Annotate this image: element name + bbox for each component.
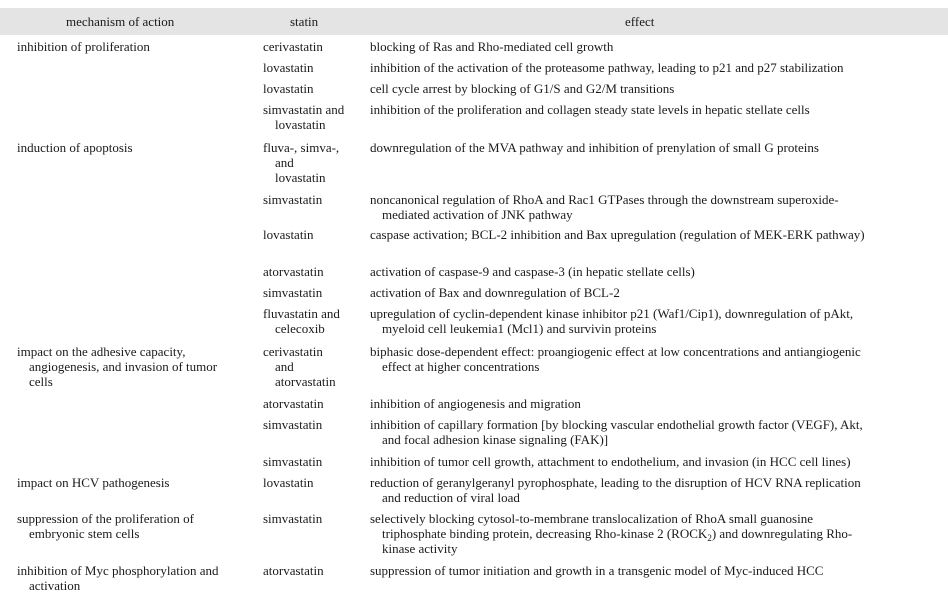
cell-line: inhibition of proliferation: [17, 39, 150, 54]
effect-cell: [370, 192, 940, 222]
cell-line: biphasic dose-dependent effect: proangiogenic effect at low concentrations and antiangiogenic: [370, 344, 861, 359]
cell-line: selectively blocking cytosol-to-membrane translocalization of RhoA small guanosine: [370, 511, 813, 526]
cell-line: suppression of tumor initiation and growth in a transgenic model of Myc-induced HCC: [370, 563, 824, 578]
cell-line: myeloid cell leukemia1 (Mcl1) and survivin proteins: [382, 321, 657, 336]
statin-cell: [263, 81, 361, 96]
cell-line: activation of caspase-9 and caspase-3 (in hepatic stellate cells): [370, 264, 695, 279]
cell-line: reduction of geranylgeranyl pyrophosphate, leading to the disruption of HCV RNA replication: [370, 475, 861, 490]
cell-line: cell cycle arrest by blocking of G1/S and G2/M transitions: [370, 81, 675, 96]
cell-line: inhibition of capillary formation [by blocking vascular endothelial growth factor (VEGF), Akt,: [370, 417, 863, 432]
cell-line: angiogenesis, and invasion of tumor: [29, 359, 218, 374]
cell-line: suppression of the proliferation of: [17, 511, 194, 526]
cell-line: simvastatin: [263, 192, 323, 207]
cell-line: and focal adhesion kinase signaling (FAK)]: [382, 432, 609, 447]
statin-cell: [263, 192, 361, 207]
cell-line: simvastatin: [263, 454, 323, 469]
cell-line: and: [275, 359, 294, 374]
cell-line: and: [275, 155, 294, 170]
cell-line: effect at higher concentrations: [382, 359, 540, 374]
cell-line: lovastatin: [275, 170, 326, 185]
cell-line: atorvastatin: [263, 264, 324, 279]
cell-line: cells: [29, 374, 53, 389]
cell-line: embryonic stem cells: [29, 526, 140, 541]
cell-line: simvastatin: [263, 417, 323, 432]
effect-cell: [370, 454, 940, 469]
statin-cell: [263, 264, 361, 279]
cell-line: lovastatin: [263, 475, 314, 490]
statin-cell: [263, 454, 361, 469]
cell-line: caspase activation; BCL-2 inhibition and Bax upregulation (regulation of MEK-ERK pathway): [370, 227, 865, 242]
cell-line: fluva-, simva-,: [263, 140, 340, 155]
cell-line: upregulation of cyclin-dependent kinase inhibitor p21 (Waf1/Cip1), downregulation of pAkt,: [370, 306, 854, 321]
effect-cell: [370, 417, 940, 447]
mechanism-cell: [17, 563, 255, 593]
mechanism-cell: [17, 140, 255, 155]
statin-cell: [263, 39, 361, 54]
cell-line: impact on HCV pathogenesis: [17, 475, 170, 490]
cell-line: lovastatin: [275, 117, 326, 132]
cell-line: lovastatin: [263, 81, 314, 96]
effect-cell: [370, 81, 940, 96]
cell-line: atorvastatin: [263, 396, 324, 411]
header-mechanism: mechanism of action: [66, 14, 175, 29]
cell-line: inhibition of the activation of the proteasome pathway, leading to p21 and p27 stabilization: [370, 60, 844, 75]
statin-cell: [263, 396, 361, 411]
cell-line: blocking of Ras and Rho-mediated cell growth: [370, 39, 614, 54]
statin-cell: [263, 285, 361, 300]
mechanism-cell: [17, 39, 255, 54]
effect-cell: [370, 475, 940, 505]
cell-line: inhibition of tumor cell growth, attachment to endothelium, and invasion (in HCC cell lines): [370, 454, 851, 469]
header-statin: statin: [290, 14, 319, 29]
effect-cell: [370, 39, 940, 54]
cell-line: impact on the adhesive capacity,: [17, 344, 186, 359]
cell-line: mediated activation of JNK pathway: [382, 207, 573, 222]
cell-line: simvastatin: [263, 511, 323, 526]
cell-line: triphosphate binding protein, decreasing Rho-kinase 2 $(ROCK_2)$ and downregulating Rho-: [382, 526, 853, 543]
cell-line: kinase activity: [382, 541, 458, 556]
cell-line: celecoxib: [275, 321, 325, 336]
cell-line: activation: [29, 578, 81, 593]
effect-cell: [370, 102, 940, 117]
cell-line: inhibition of Myc phosphorylation and: [17, 563, 219, 578]
cell-line: atorvastatin: [263, 563, 324, 578]
cell-line: cerivastatin: [263, 344, 323, 359]
cell-line: induction of apoptosis: [17, 140, 133, 155]
mechanism-cell: [17, 475, 255, 490]
effect-cell: [370, 344, 940, 374]
statin-cell: [263, 475, 361, 490]
cell-line: inhibition of the proliferation and collagen steady state levels in hepatic stellate cells: [370, 102, 810, 117]
cell-line: simvastatin and: [263, 102, 345, 117]
effect-cell: [370, 264, 940, 279]
statin-cell: [263, 102, 361, 132]
cell-line: downregulation of the MVA pathway and inhibition of prenylation of small G proteins: [370, 140, 819, 155]
cell-line: lovastatin: [263, 227, 314, 242]
cell-line: inhibition of angiogenesis and migration: [370, 396, 581, 411]
statin-cell: [263, 417, 361, 432]
mechanism-cell: [17, 511, 255, 541]
cell-line: noncanonical regulation of RhoA and Rac1 GTPases through the downstream superoxide-: [370, 192, 839, 207]
table-header: [0, 8, 948, 35]
cell-line: cerivastatin: [263, 39, 323, 54]
cell-line: activation of Bax and downregulation of BCL-2: [370, 285, 620, 300]
statin-cell: [263, 563, 361, 578]
effect-cell: [370, 227, 940, 242]
cell-line: simvastatin: [263, 285, 323, 300]
mechanism-cell: [17, 344, 255, 389]
statin-cell: [263, 306, 361, 336]
statin-cell: [263, 344, 361, 389]
effect-cell: [370, 306, 940, 336]
statin-cell: [263, 511, 361, 526]
effect-cell: [370, 511, 940, 556]
effect-cell: [370, 563, 940, 578]
effect-cell: [370, 60, 940, 75]
effect-cell: [370, 396, 940, 411]
effect-cell: [370, 285, 940, 300]
effect-cell: [370, 140, 940, 155]
cell-line: fluvastatin and: [263, 306, 340, 321]
cell-line: lovastatin: [263, 60, 314, 75]
statin-cell: [263, 140, 361, 185]
cell-line: atorvastatin: [275, 374, 336, 389]
cell-line: and reduction of viral load: [382, 490, 520, 505]
header-effect: effect: [625, 14, 655, 29]
statin-cell: [263, 60, 361, 75]
statin-cell: [263, 227, 361, 242]
